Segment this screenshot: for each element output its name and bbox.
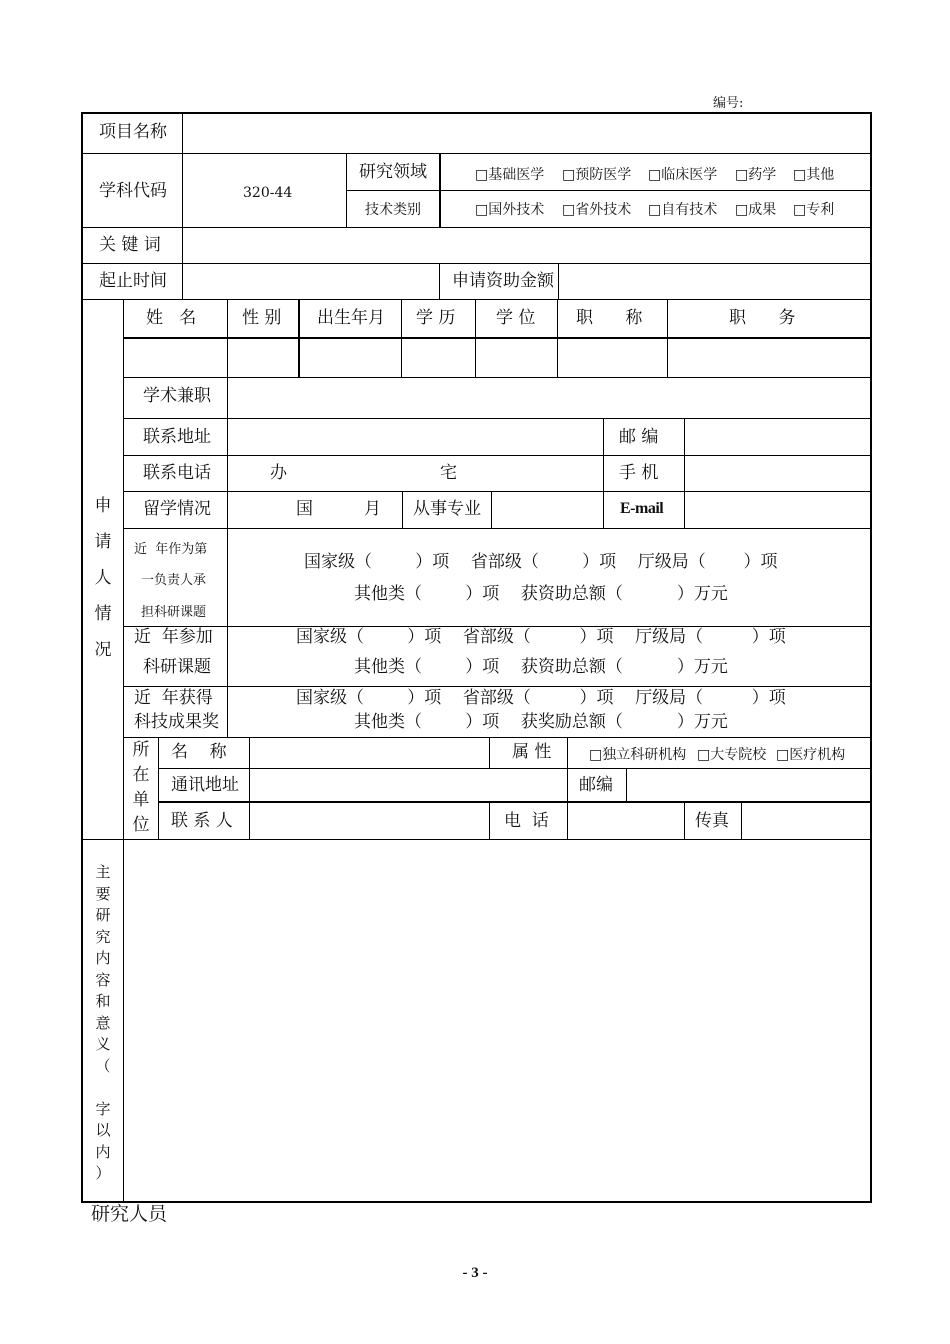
email-label: E-mail <box>620 500 664 517</box>
projects-joined-label-line1: 近 年参加 <box>134 627 213 647</box>
header-education: 学 历 <box>416 308 456 328</box>
country-label: 国 <box>296 499 313 519</box>
keywords-field[interactable] <box>184 229 868 262</box>
page-number: - 3 - <box>462 1265 488 1281</box>
header-title: 职 称 <box>576 308 643 328</box>
period-field[interactable] <box>184 265 438 298</box>
tech-category-option-patent[interactable]: □专利 <box>793 202 835 218</box>
period-label: 起止时间 <box>99 271 167 291</box>
academic-post-label: 学术兼职 <box>143 386 211 406</box>
main-content-field[interactable] <box>125 841 869 1200</box>
mobile-label: 手 机 <box>619 463 659 483</box>
projects-led-label-line2: 一负责人承 <box>141 573 207 588</box>
research-field-option-preventive[interactable]: □预防医学 <box>562 167 632 183</box>
project-name-label: 项目名称 <box>99 122 167 142</box>
header-degree: 学 位 <box>496 308 536 328</box>
unit-attr-option-college[interactable]: □大专院校 <box>697 747 767 763</box>
unit-attr-option-medical[interactable]: □医疗机构 <box>776 747 846 763</box>
funding-label: 申请资助金额 <box>452 271 554 291</box>
research-field-option-pharmacy[interactable]: □药学 <box>735 167 777 183</box>
unit-attr-label: 属 性 <box>512 742 552 762</box>
tech-category-option-own[interactable]: □自有技术 <box>648 202 718 218</box>
postcode-label: 邮 编 <box>619 427 659 447</box>
unit-section-label: 所 在 单 位 <box>132 740 150 835</box>
tech-category-option-achievement[interactable]: □成果 <box>735 202 777 218</box>
awards-counts: 国家级（ ）项 省部级（ ）项 厅级局（ ）项 <box>296 688 786 708</box>
contact-phone-label: 电 话 <box>504 811 549 831</box>
study-abroad-label: 留学情况 <box>143 499 211 519</box>
contact-person-label: 联 系 人 <box>171 811 233 831</box>
office-label: 办 <box>270 463 287 483</box>
tech-category-option-out-of-province[interactable]: □省外技术 <box>562 202 632 218</box>
awards-label-line1: 近 年获得 <box>134 688 213 708</box>
fax-label: 传真 <box>695 811 729 831</box>
header-birth: 出生年月 <box>317 308 385 328</box>
research-field-option-clinical[interactable]: □临床医学 <box>648 167 718 183</box>
projects-joined-label-line2: 科研课题 <box>143 657 211 677</box>
research-field-option-other[interactable]: □其他 <box>793 167 835 183</box>
header-gender: 性 别 <box>242 308 282 328</box>
address-label: 联系地址 <box>143 427 211 447</box>
awards-totals: 其他类（ ）项 获奖励总额（ ）万元 <box>354 712 728 732</box>
funding-field[interactable] <box>560 265 868 298</box>
unit-attr-option-research[interactable]: □独立科研机构 <box>589 747 687 763</box>
research-field-option-basic[interactable]: □基础医学 <box>475 167 545 183</box>
header-position: 职 务 <box>729 308 796 328</box>
tech-category-label: 技术类别 <box>365 202 421 218</box>
unit-name-label: 名 称 <box>171 742 227 762</box>
keywords-label: 关 键 词 <box>99 235 161 255</box>
projects-led-label-line3: 担科研课题 <box>141 605 207 620</box>
doc-number-label: 编号: <box>713 96 744 111</box>
unit-postcode-label: 邮编 <box>579 775 613 795</box>
applicant-section-label: 申 请 人 情 况 <box>94 496 112 660</box>
phone-label: 联系电话 <box>143 463 211 483</box>
header-name: 姓 名 <box>146 308 197 328</box>
projects-led-counts: 国家级（ ）项 省部级（ ）项 厅级局（ ）项 <box>304 552 778 572</box>
research-field-label: 研究领域 <box>359 162 427 182</box>
tech-category-option-foreign[interactable]: □国外技术 <box>475 202 545 218</box>
project-name-field[interactable] <box>184 114 868 152</box>
projects-joined-totals: 其他类（ ）项 获资助总额（ ）万元 <box>354 657 728 677</box>
month-label: 月 <box>364 499 381 519</box>
projects-led-totals: 其他类（ ）项 获资助总额（ ）万元 <box>354 584 728 604</box>
subject-code-label: 学科代码 <box>99 181 167 201</box>
awards-label-line2: 科技成果奖 <box>134 712 219 732</box>
researchers-label: 研究人员 <box>91 1203 168 1225</box>
subject-code-value: 320-44 <box>243 185 293 201</box>
unit-address-label: 通讯地址 <box>171 775 239 795</box>
major-label: 从事专业 <box>413 499 481 519</box>
home-label: 宅 <box>440 463 457 483</box>
projects-joined-counts: 国家级（ ）项 省部级（ ）项 厅级局（ ）项 <box>296 627 786 647</box>
main-content-label: 主 要 研 究 内 容 和 意 义 （ 字 以 内 ） <box>95 863 111 1182</box>
projects-led-label-line1: 近 年作为第 <box>134 542 208 557</box>
